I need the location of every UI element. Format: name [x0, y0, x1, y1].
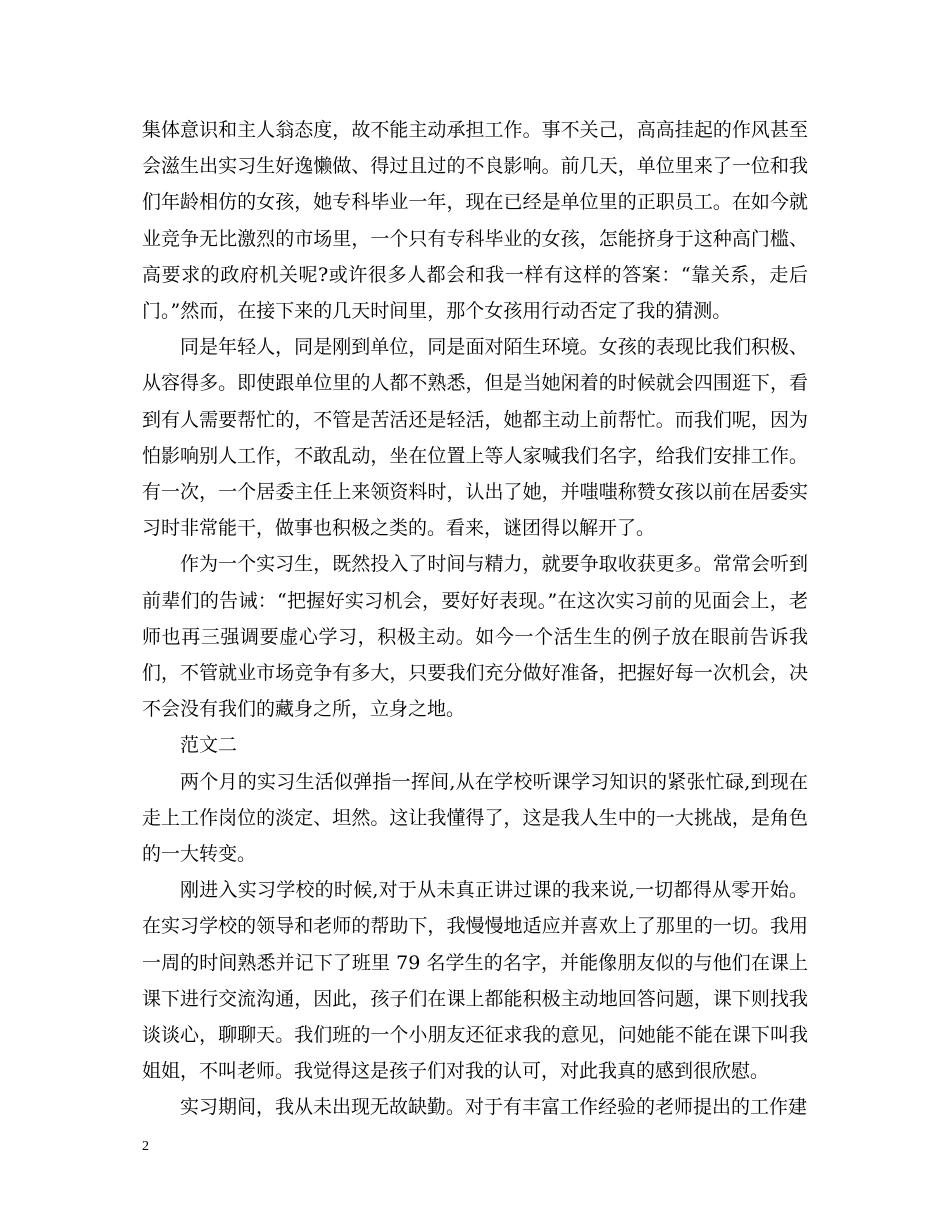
- paragraph-4: 两个月的实习生活似弹指一挥间,从在学校听课学习知识的紧张忙碌,到现在走上工作岗位的淡定、坦然。这让我懂得了，这是我人生中的一大挑战，是角色的一大转变。: [142, 770, 808, 866]
- paragraph-6: 实习期间，我从未出现无故缺勤。对于有丰富工作经验的老师提出的工作建: [180, 1096, 808, 1119]
- page-number: 2: [142, 1139, 149, 1154]
- section-heading-fanwen-er: 范文二: [180, 734, 238, 757]
- paragraph-1: 集体意识和主人翁态度，故不能主动承担工作。事不关己，高高挂起的作风甚至会滋生出实习生好逸懒做、得过且过的不良影响。前几天，单位里来了一位和我们年龄相仿的女孩，她专科毕业一年，现在已经是单位里的正职员工。在如今就业竞争无比激烈的市场里，一个只有专科毕业的女孩，怎能挤身于这种高门槛、高要求的政府机关呢?或许很多人都会和我一样有这样的答案：“靠关系，走后门。”然而，在接下来的几天时间里，那个女孩用行动否定了我的猜测。: [142, 119, 808, 323]
- document-body: [142, 112, 808, 1126]
- paragraph-2: 同是年轻人，同是刚到单位，同是面对陌生环境。女孩的表现比我们积极、从容得多。即使跟单位里的人都不熟悉，但是当她闲着的时候就会四围逛下，看到有人需要帮忙的，不管是苦活还是轻活，她都主动上前帮忙。而我们呢，因为怕影响别人工作，不敢乱动，坐在位置上等人家喊我们名字，给我们安排工作。有一次，一个居委主任上来领资料时，认出了她，并嗤嗤称赞女孩以前在居委实习时非常能干，做事也积极之类的。看来，谜团得以解开了。: [142, 336, 808, 540]
- paragraph-5: 刚进入实习学校的时候,对于从未真正讲过课的我来说,一切都得从零开始。在实习学校的领导和老师的帮助下，我慢慢地适应并喜欢上了那里的一切。我用一周的时间熟悉并记下了班里 79 名学生的名字，并能像朋友似的与他们在课上课下进行交流沟通，因此，孩子们在课上都能积极主动地回答问题，课下则找我谈谈心，聊聊天。我们班的一个小朋友还征求我的意见，问她能不能在课下叫我姐姐，不叫老师。我觉得这是孩子们对我的认可，对此我真的感到很欣慰。: [142, 879, 808, 1083]
- paragraph-3: 作为一个实习生，既然投入了时间与精力，就要争取收获更多。常常会听到前辈们的告诫：“把握好实习机会，要好好表现。”在这次实习前的见面会上，老师也再三强调要虚心学习，积极主动。如今一个活生生的例子放在眼前告诉我们，不管就业市场竞争有多大，只要我们充分做好准备，把握好每一次机会，决不会没有我们的藏身之所，立身之地。: [142, 553, 808, 721]
